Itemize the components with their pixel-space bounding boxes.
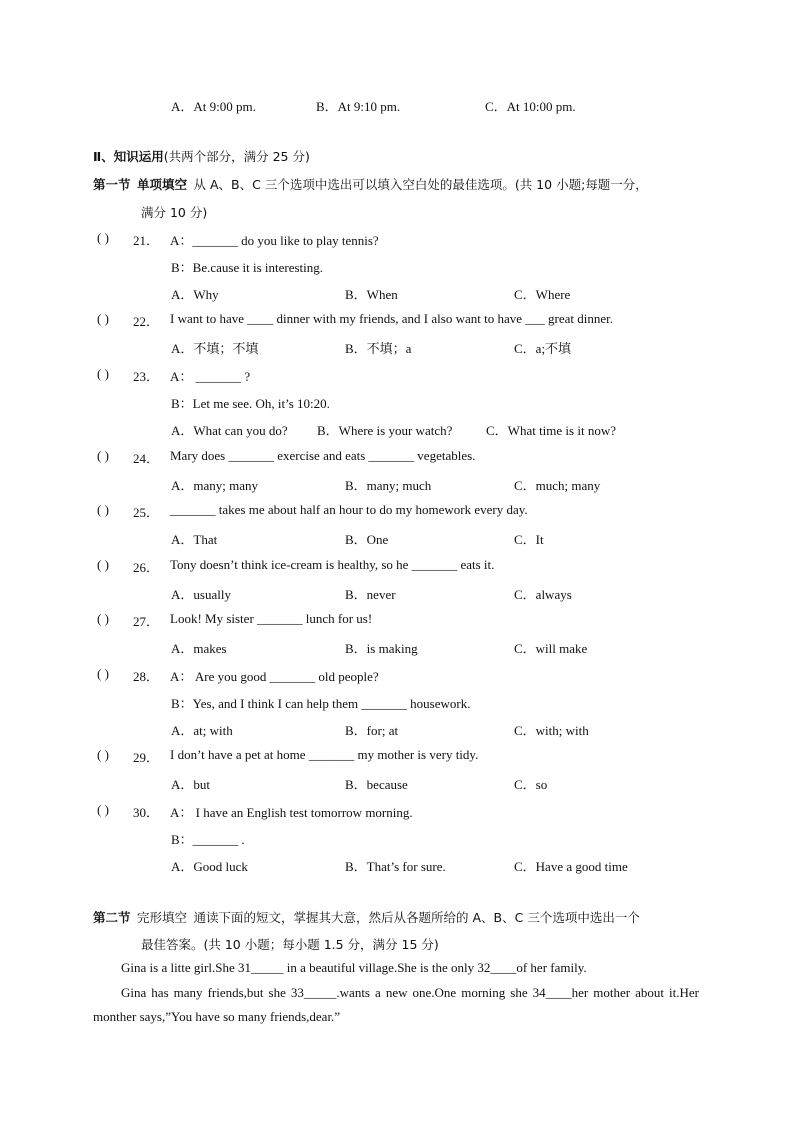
question-number: 27． [133,614,160,629]
question-number: 25． [133,505,160,520]
choice-c: C．much; many [514,478,601,493]
choice-a: A．What can you do? [171,423,288,438]
answer-blank[interactable]: ( ) [97,366,109,381]
section-title: Ⅱ、知识运用 [93,149,164,164]
question-text: A： I have an English test tomorrow morning. [170,805,413,820]
answer-blank[interactable]: ( ) [97,557,109,572]
question-number: 24． [133,451,160,466]
question-text: A： Are you good _______ old people? [170,669,379,684]
choice-b: B．Where is your watch? [317,423,453,438]
part1-instruction-cont: 满分 10 分) [141,205,208,220]
choice-a: A．many; many [171,478,259,493]
answer-blank[interactable]: ( ) [97,311,109,326]
question-number: 26． [133,560,160,575]
question-subline: B：Yes, and I think I can help them _______ housework. [171,696,471,711]
choice-b: B．many; much [345,478,432,493]
question-number: 22． [133,314,160,329]
answer-blank[interactable]: ( ) [97,666,109,681]
answer-blank[interactable]: ( ) [97,802,109,817]
answer-blank[interactable]: ( ) [97,747,109,762]
choice-b: B．不填；a [345,341,412,356]
choice-c: C．Where [514,287,571,302]
choice-c: C．with; with [514,723,589,738]
choice-b: B．for; at [345,723,399,738]
answer-blank[interactable]: ( ) [97,611,109,626]
question-subline: B：_______ . [171,832,245,847]
question-subline: B：Be.cause it is interesting. [171,260,324,275]
part1-label: 第一节 [93,177,131,192]
choice-a: A．makes [171,641,227,656]
choice-b: B．That’s for sure. [345,859,446,874]
choice-a: A．不填；不填 [171,341,259,356]
question-number: 21． [133,233,160,248]
choice-c: C．always [514,587,572,602]
choice-a: A．That [171,532,218,547]
part2-heading [93,908,640,926]
question-text: Tony doesn’t think ice-cream is healthy, so he _______ eats it. [170,557,495,572]
choice-c: C．Have a good time [514,859,628,874]
choice-b: B．because [345,777,408,792]
choice-a: A．but [171,777,211,792]
choice-b: B．One [345,532,389,547]
choice-c: C．What time is it now? [486,423,616,438]
choice-a: A．Good luck [171,859,248,874]
part2-instruction: 通读下面的短文，掌握其大意，然后从各题所给的 A、B、C 三个选项中选出一个 [193,910,640,925]
choice-c: C．will make [514,641,588,656]
choice-b: B．is making [345,641,418,656]
section-note: (共两个部分，满分 25 分) [163,149,310,164]
question-number: 28． [133,669,160,684]
question-text: I want to have ____ dinner with my friends, and I also want to have ___ great dinner. [170,311,613,326]
question-number: 29． [133,750,160,765]
option-b: B．At 9:10 pm. [316,99,401,114]
passage-paragraph-2: Gina has many friends,but she 33_____.wants a new one.One morning she 34____her mother about it.Her monther says,”You have so many friends,dear.” [93,985,699,1024]
choice-c: C．a;不填 [514,341,572,356]
part2-instruction-cont: 最佳答案。(共 10 小题；每小题 1.5 分，满分 15 分) [141,937,439,952]
answer-blank[interactable]: ( ) [97,230,109,245]
question-text: Mary does _______ exercise and eats _______ vegetables. [170,448,476,463]
choice-b: B．never [345,587,396,602]
part1-heading [93,175,648,193]
passage-paragraph-1: Gina is a litte girl.She 31_____ in a beautiful village.She is the only 32____of her family. [121,960,587,975]
section-heading [93,147,310,165]
question-number: 23． [133,369,160,384]
option-a: A．At 9:00 pm. [171,99,256,114]
question-text: A： _______ ? [170,369,251,384]
option-c: C．At 10:00 pm. [485,99,576,114]
question-text: A：_______ do you like to play tennis? [170,233,379,248]
part2-label: 第二节 [93,910,131,925]
answer-blank[interactable]: ( ) [97,502,109,517]
part1-instruction: 从 A、B、C 三个选项中选出可以填入空白处的最佳选项。(共 10 小题;每题一分， [193,177,648,192]
question-text: I don’t have a pet at home _______ my mother is very tidy. [170,747,479,762]
question-text: _______ takes me about half an hour to do my homework every day. [170,502,528,517]
part1-name: 单项填空 [137,177,188,192]
question-number: 30． [133,805,160,820]
choice-c: C．It [514,532,544,547]
choice-a: A．Why [171,287,219,302]
answer-blank[interactable]: ( ) [97,448,109,463]
choice-a: A．at; with [171,723,233,738]
question-text: Look! My sister _______ lunch for us! [170,611,373,626]
part2-name: 完形填空 [137,910,188,925]
choice-a: A．usually [171,587,231,602]
choice-c: C．so [514,777,548,792]
choice-b: B．When [345,287,398,302]
question-subline: B：Let me see. Oh, it’s 10:20. [171,396,330,411]
